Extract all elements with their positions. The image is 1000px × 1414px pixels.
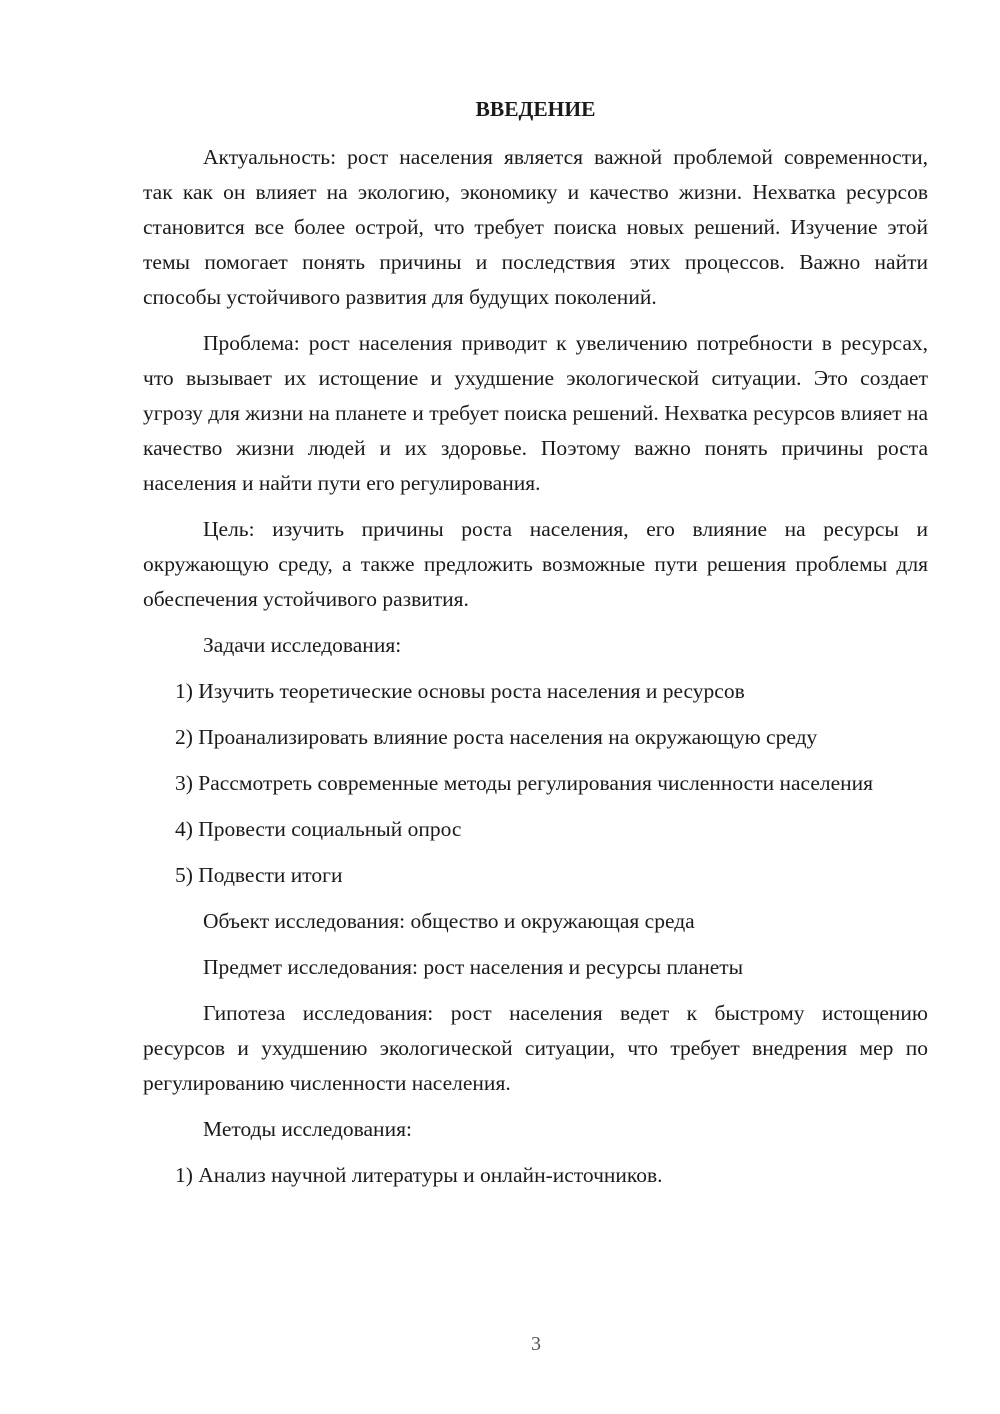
document-page: [143, 92, 928, 1204]
hypothesis-paragraph: Гипотеза исследования: рост населения ведет к быстрому истощению ресурсов и ухудшению экологической ситуации, что требует внедрения мер по регулированию численности населения.: [143, 1001, 928, 1095]
methods-heading: Методы исследования:: [203, 1117, 412, 1141]
task-item: 4) Провести социальный опрос: [175, 817, 462, 841]
task-item: 3) Рассмотреть современные методы регулирования численности населения: [175, 771, 874, 795]
task-item: 5) Подвести итоги: [175, 863, 343, 887]
subject-paragraph: Предмет исследования: рост населения и ресурсы планеты: [203, 955, 744, 979]
tasks-heading: Задачи исследования:: [203, 633, 402, 657]
goal-paragraph: Цель: изучить причины роста населения, его влияние на ресурсы и окружающую среду, а также предложить возможные пути решения проблемы для обеспечения устойчивого развития.: [143, 517, 928, 611]
method-item: 1) Анализ научной литературы и онлайн-источников.: [175, 1163, 663, 1187]
object-paragraph: Объект исследования: общество и окружающая среда: [203, 909, 695, 933]
section-title: ВВЕДЕНИЕ: [475, 97, 596, 121]
page-number: 3: [531, 1333, 541, 1355]
task-item: 1) Изучить теоретические основы роста населения и ресурсов: [175, 679, 745, 703]
relevance-paragraph: Актуальность: рост населения является важной проблемой современности, так как он влияет на экологию, экономику и качество жизни. Нехватка ресурсов становится все более острой, что требует поиска новых решений. Изучение этой темы помогает понять причины и последствия этих процессов. Важно найти способы устойчивого развития для будущих поколений.: [143, 145, 928, 309]
problem-paragraph: Проблема: рост населения приводит к увеличению потребности в ресурсах, что вызывает их истощение и ухудшение экологической ситуации. Это создает угрозу для жизни на планете и требует поиска решений. Нехватка ресурсов влияет на качество жизни людей и их здоровье. Поэтому важно понять причины роста населения и найти пути его регулирования.: [143, 331, 928, 495]
task-item: 2) Проанализировать влияние роста населения на окружающую среду: [175, 725, 818, 749]
